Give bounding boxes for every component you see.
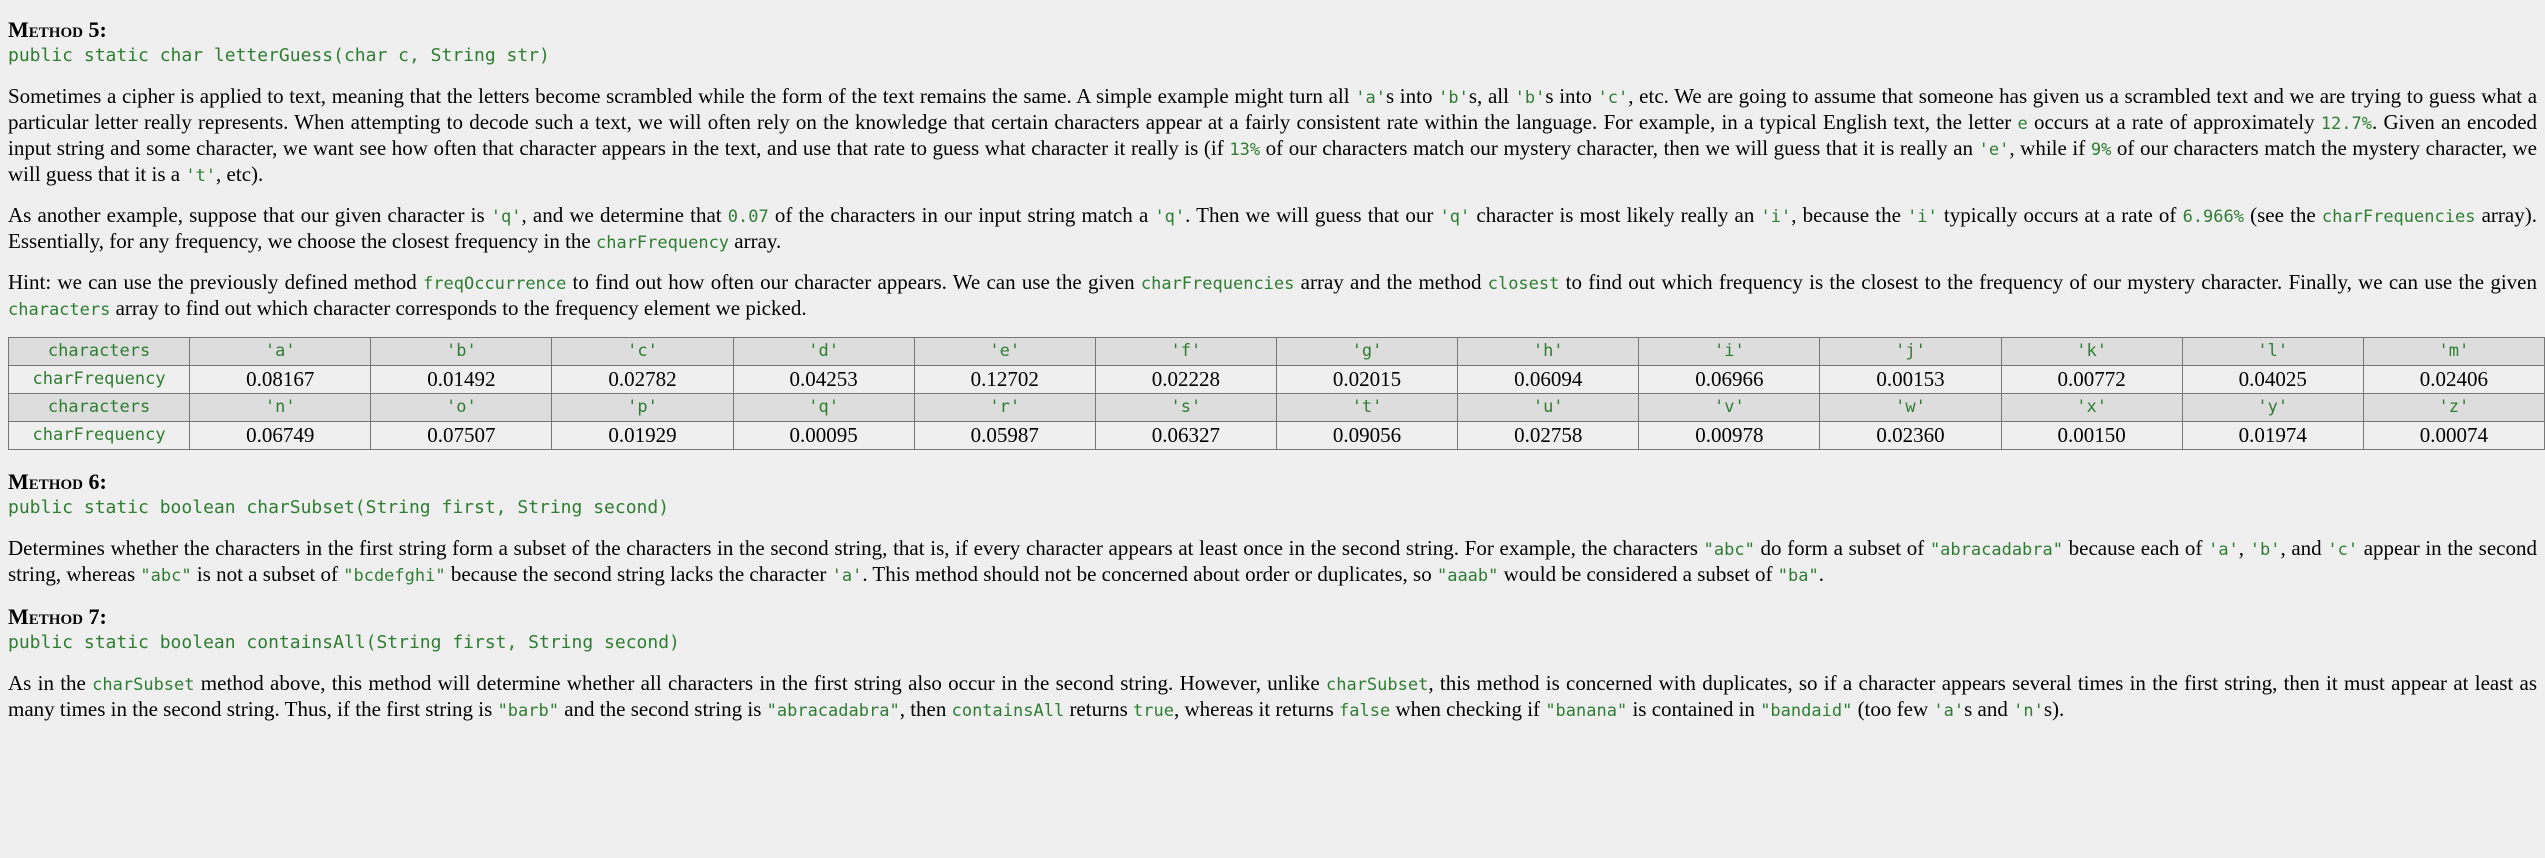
text-segment: do form a subset of [1754, 536, 1930, 560]
method7-signature: public static boolean containsAll(String first, String second) [8, 632, 680, 653]
character-cell: 'c' [552, 338, 733, 366]
frequency-cell: 0.02360 [1820, 422, 2001, 450]
inline-code: 'e' [1978, 140, 2010, 160]
frequency-cell: 0.12702 [914, 366, 1095, 394]
text-segment: method above, this method will determine whether all characters in the first string also occur in the second string. However, unlike [194, 671, 1326, 695]
inline-code: 6.966% [2182, 207, 2244, 227]
text-segment: typically occurs at a rate of [1937, 203, 2183, 227]
inline-code: 'i' [1907, 207, 1938, 227]
frequency-cell: 0.00074 [2363, 422, 2544, 450]
text-segment: is contained in [1627, 697, 1761, 721]
character-cell: 'j' [1820, 338, 2001, 366]
inline-code: closest [1487, 274, 1560, 294]
text-segment: occurs at a rate of approximately [2027, 110, 2321, 134]
method6-paragraph-1 [8, 536, 2537, 588]
text-segment: of our characters match our mystery character, then we will guess that it is really an [1260, 136, 1979, 160]
text-segment: As in the [8, 671, 93, 695]
inline-code: 'n' [2013, 701, 2044, 721]
text-segment: Sometimes a cipher is applied to text, meaning that the letters become scrambled while the form of the text remains the same. A simple example might turn all [8, 84, 1356, 108]
inline-code: charFrequencies [2321, 207, 2476, 227]
character-cell: 'u' [1458, 394, 1639, 422]
frequency-row [9, 366, 2545, 394]
text-segment: because each of [2063, 536, 2209, 560]
text-segment: s). [2043, 697, 2065, 721]
character-cell: 'l' [2182, 338, 2363, 366]
inline-code: "abracadabra" [766, 701, 900, 721]
character-cell: 'i' [1639, 338, 1820, 366]
character-cell: 'h' [1458, 338, 1639, 366]
char-frequency-table [8, 337, 2545, 450]
character-cell: 'p' [552, 394, 733, 422]
character-cell: 'q' [733, 394, 914, 422]
method5-section [8, 16, 2537, 322]
inline-code: "barb" [497, 701, 559, 721]
character-cell: 'r' [914, 394, 1095, 422]
text-segment: , because the [1791, 203, 1908, 227]
inline-code: freqOccurrence [423, 274, 567, 294]
text-segment: of our characters match the mystery character, we will guess that it is a [8, 136, 2538, 186]
frequency-cell: 0.00153 [1820, 366, 2001, 394]
method6-title: Method 6: [8, 469, 107, 494]
character-cell: 'z' [2363, 394, 2544, 422]
inline-code: 'a' [1933, 701, 1965, 721]
inline-code: "ba" [1777, 566, 1819, 586]
inline-code: 'a' [1355, 88, 1386, 108]
characters-row [9, 394, 2545, 422]
frequency-cell: 0.06966 [1639, 366, 1820, 394]
text-segment: array. [729, 229, 782, 253]
inline-code: 'a' [831, 566, 863, 586]
text-segment: . Given an encoded input string and some character, we want see how often that character appears in the text, and use that rate to guess what character it really is (if [8, 110, 2538, 160]
inline-code: characters [8, 300, 111, 320]
row-label-characters: characters [9, 338, 190, 366]
inline-code: "abc" [1703, 540, 1755, 560]
frequency-cell: 0.02015 [1276, 366, 1457, 394]
inline-code: "abracadabra" [1929, 540, 2063, 560]
text-segment: and the second string is [558, 697, 767, 721]
text-segment: (see the [2243, 203, 2322, 227]
text-segment: because the second string lacks the character [445, 562, 832, 586]
inline-code: 9% [2090, 140, 2112, 160]
inline-code: 't' [185, 166, 217, 186]
frequency-cell: 0.07507 [371, 422, 552, 450]
character-cell: 'k' [2001, 338, 2182, 366]
method5-hint-paragraph [8, 270, 2537, 322]
character-cell: 'd' [733, 338, 914, 366]
inline-code: charSubset [1325, 675, 1429, 695]
text-segment: is not a subset of [191, 562, 344, 586]
method5-paragraph-1 [8, 84, 2537, 188]
inline-code: 'a' [2208, 540, 2239, 560]
inline-code: 'q' [490, 207, 522, 227]
character-cell: 'w' [1820, 394, 2001, 422]
text-segment: array and the method [1294, 270, 1488, 294]
inline-code: "abc" [140, 566, 192, 586]
character-cell: 'm' [2363, 338, 2544, 366]
character-cell: 'o' [371, 394, 552, 422]
frequency-cell: 0.06327 [1095, 422, 1276, 450]
frequency-cell: 0.01492 [371, 366, 552, 394]
character-cell: 'e' [914, 338, 1095, 366]
character-cell: 'g' [1276, 338, 1457, 366]
frequency-cell: 0.06094 [1458, 366, 1639, 394]
text-segment: character is most likely really an [1470, 203, 1761, 227]
inline-code: false [1339, 701, 1391, 721]
method6-signature: public static boolean charSubset(String first, String second) [8, 497, 670, 518]
inline-code: charSubset [92, 675, 195, 695]
inline-code: charFrequencies [1140, 274, 1295, 294]
frequency-cell: 0.02228 [1095, 366, 1276, 394]
inline-code: 'q' [1154, 207, 1186, 227]
frequency-cell: 0.02406 [2363, 366, 2544, 394]
text-segment: appear in the second string, whereas [8, 536, 2537, 586]
text-segment: , while if [2009, 136, 2091, 160]
inline-code: 'q' [1439, 207, 1471, 227]
character-cell: 'b' [371, 338, 552, 366]
text-segment: (too few [1852, 697, 1934, 721]
inline-code: 'b' [2249, 540, 2281, 560]
frequency-cell: 0.04253 [733, 366, 914, 394]
inline-code: 'i' [1760, 207, 1792, 227]
inline-code: "bcdefghi" [343, 566, 446, 586]
inline-code: "aaab" [1436, 566, 1499, 586]
text-segment: As another example, suppose that our given character is [8, 203, 491, 227]
frequency-cell: 0.00095 [733, 422, 914, 450]
character-cell: 'y' [2182, 394, 2363, 422]
frequency-cell: 0.01929 [552, 422, 733, 450]
row-label-frequency: charFrequency [9, 366, 190, 394]
text-segment: of the characters in our input string match a [768, 203, 1155, 227]
inline-code: true [1133, 701, 1174, 721]
inline-code: 13% [1229, 140, 1261, 160]
row-label-frequency: charFrequency [9, 422, 190, 450]
method5-paragraph-2 [8, 203, 2537, 255]
frequency-cell: 0.01974 [2182, 422, 2363, 450]
text-segment: when checking if [1390, 697, 1546, 721]
text-segment: , etc. We are going to assume that someone has given us a scrambled text and we are trying to guess what a particular letter really represents. When attempting to decode such a text, we will often rely on the knowledge that certain characters appear at a fairly consistent rate within the language. For example, in a typical English text, the letter [8, 84, 2538, 134]
text-segment: . [1818, 562, 1824, 586]
inline-code: containsAll [951, 701, 1065, 721]
inline-code: 'c' [1597, 88, 1629, 108]
character-cell: 't' [1276, 394, 1457, 422]
character-cell: 'f' [1095, 338, 1276, 366]
method7-title: Method 7: [8, 604, 107, 629]
character-cell: 'v' [1639, 394, 1820, 422]
text-segment: array). Essentially, for any frequency, we choose the closest frequency in the [8, 203, 2537, 253]
frequency-cell: 0.05987 [914, 422, 1095, 450]
character-cell: 'n' [190, 394, 371, 422]
inline-code: 'b' [1514, 88, 1546, 108]
frequency-cell: 0.00772 [2001, 366, 2182, 394]
text-segment: would be considered a subset of [1498, 562, 1778, 586]
frequency-cell: 0.02782 [552, 366, 733, 394]
inline-code: 'b' [1438, 88, 1469, 108]
text-segment: to find out how often our character appears. We can use the given [566, 270, 1141, 294]
text-segment: . This method should not be concerned about order or duplicates, so [862, 562, 1437, 586]
frequency-cell: 0.09056 [1276, 422, 1457, 450]
inline-code: 12.7% [2320, 114, 2372, 134]
method6-section [8, 468, 2537, 588]
text-segment: , and we determine that [521, 203, 728, 227]
frequency-row [9, 422, 2545, 450]
method5-signature: public static char letterGuess(char c, String str) [8, 45, 550, 66]
frequency-cell: 0.06749 [190, 422, 371, 450]
text-segment: s and [1964, 697, 2014, 721]
inline-code: charFrequency [595, 233, 730, 253]
text-segment: s, all [1468, 84, 1515, 108]
character-cell: 'a' [190, 338, 371, 366]
text-segment: , etc). [216, 162, 264, 186]
text-segment: , this method is concerned with duplicates, so if a character appears several times in the first string, then it must appear at least as many times in the second string. Thus, if the first string is [8, 671, 2537, 721]
text-segment: s into [1545, 84, 1598, 108]
inline-code: "bandaid" [1760, 701, 1853, 721]
inline-code: "banana" [1545, 701, 1628, 721]
frequency-cell: 0.00978 [1639, 422, 1820, 450]
text-segment: to find out which frequency is the closest to the frequency of our mystery character. Finally, we can use the given [1559, 270, 2537, 294]
text-segment: Determines whether the characters in the first string form a subset of the characters in the second string, that is, if every character appears at least once in the second string. For example, the characters [8, 536, 1704, 560]
character-cell: 's' [1095, 394, 1276, 422]
text-segment: , [2238, 536, 2250, 560]
method7-section [8, 603, 2537, 723]
inline-code: e [2017, 114, 2028, 134]
character-cell: 'x' [2001, 394, 2182, 422]
frequency-cell: 0.00150 [2001, 422, 2182, 450]
text-segment: s into [1385, 84, 1439, 108]
text-segment: , and [2280, 536, 2328, 560]
characters-row [9, 338, 2545, 366]
inline-code: 0.07 [727, 207, 769, 227]
row-label-characters: characters [9, 394, 190, 422]
text-segment: . Then we will guess that our [1185, 203, 1440, 227]
inline-code: 'c' [2327, 540, 2359, 560]
method7-paragraph-1 [8, 671, 2537, 723]
text-segment: , then [899, 697, 952, 721]
method5-title: Method 5: [8, 17, 107, 42]
frequency-cell: 0.02758 [1458, 422, 1639, 450]
frequency-cell: 0.08167 [190, 366, 371, 394]
text-segment: Hint: we can use the previously defined method [8, 270, 424, 294]
text-segment: returns [1064, 697, 1134, 721]
text-segment: array to find out which character corresponds to the frequency element we picked. [110, 296, 807, 320]
text-segment: , whereas it returns [1173, 697, 1339, 721]
frequency-cell: 0.04025 [2182, 366, 2363, 394]
